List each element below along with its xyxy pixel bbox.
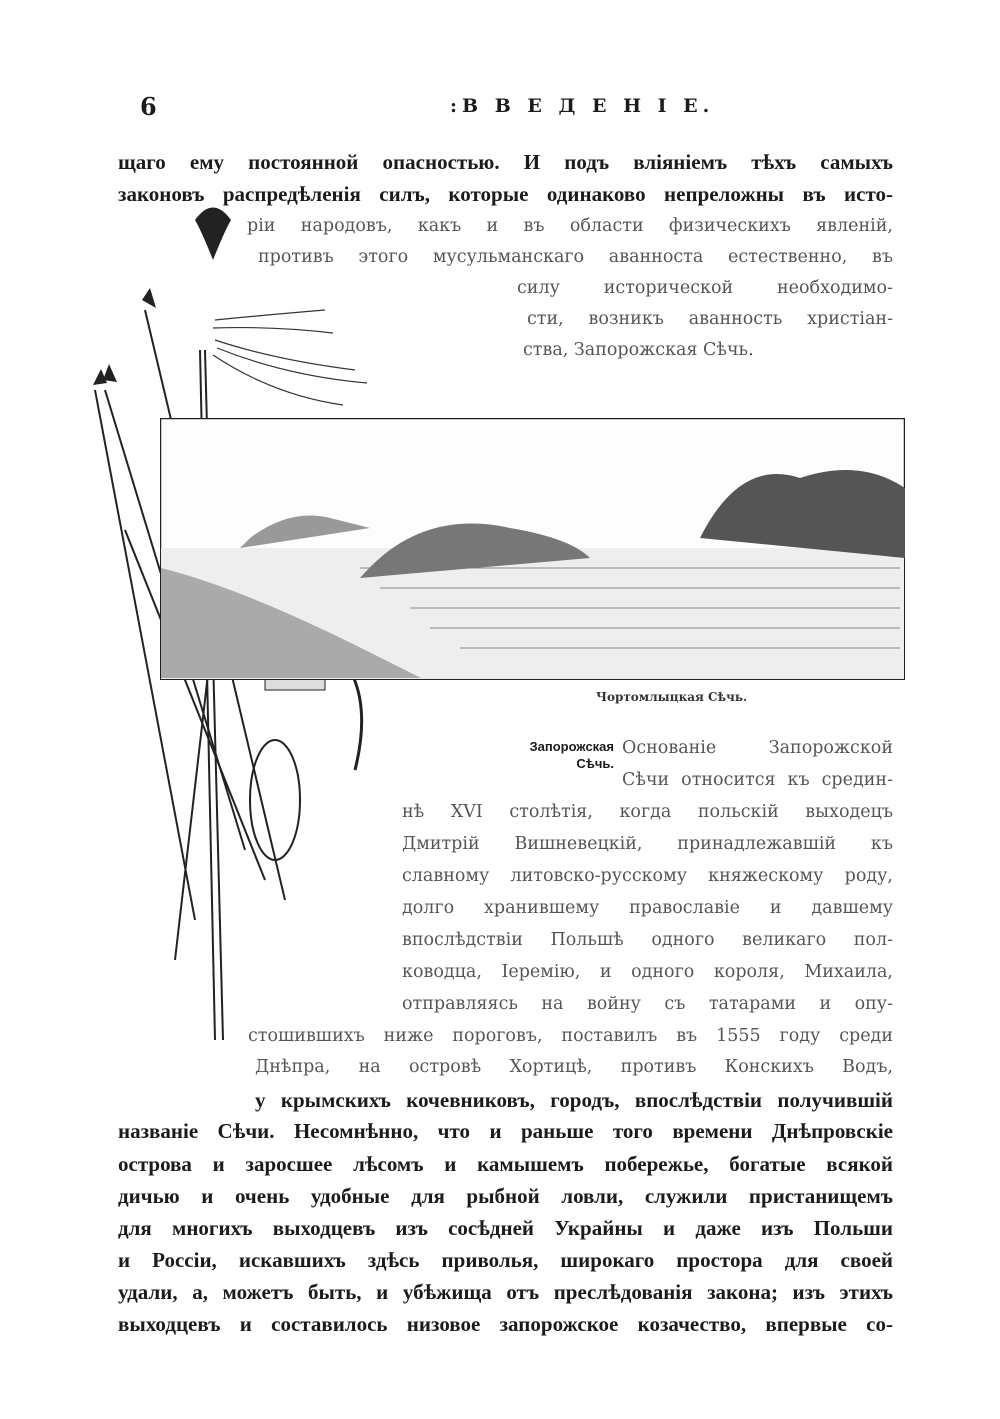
- text-line: Дмитрій Вишневецкій, принадлежавшій къ: [402, 834, 893, 854]
- page-number: 6: [140, 92, 157, 121]
- margin-note-line: Запорожская: [529, 739, 614, 754]
- text-line: законовъ распредѣленія силъ, которые одинаково непреложны въ исто-: [118, 182, 893, 206]
- text-line: ства, Запорожская Сѣчь.: [523, 340, 754, 360]
- margin-note: [508, 738, 614, 772]
- text-line: и Россіи, искавшихъ здѣсь приволья, широкаго простора для своей: [118, 1248, 893, 1272]
- text-line: щаго ему постоянной опасностью. И подъ вліяніемъ тѣхъ самыхъ: [118, 150, 893, 174]
- text-line: ріи народовъ, какъ и въ области физическихъ явленій,: [247, 216, 893, 236]
- text-line: отправляясь на войну съ татарами и опу-: [402, 994, 893, 1014]
- text-line: Днѣпра, на островѣ Хортицѣ, противъ Конскихъ Водъ,: [255, 1057, 893, 1077]
- text-line: впослѣдствіи Польшѣ одного великаго пол-: [402, 930, 893, 950]
- text-line: нѣ XVI столѣтія, когда польскій выходецъ: [402, 802, 893, 822]
- text-line: стошившихъ ниже пороговъ, поставилъ въ 1555 году среди: [248, 1026, 893, 1046]
- text-line: долго хранившему православіе и давшему: [402, 898, 893, 918]
- text-line: противъ этого мусульманскаго аванноста естественно, въ: [258, 247, 893, 267]
- text-line: ководца, Іеремію, и одного короля, Михаила,: [402, 962, 893, 982]
- text-line: славному литовско-русскому княжескому роду,: [402, 866, 893, 886]
- text-line: дичью и очень удобные для рыбной ловли, служили пристанищемъ: [118, 1184, 893, 1208]
- text-line: для многихъ выходцевъ изъ сосѣдней Украйны и даже изъ Польши: [118, 1216, 893, 1240]
- landscape-illustration: [160, 418, 905, 680]
- text-line: названіе Сѣчи. Несомнѣнно, что и раньше того времени Днѣпровскіе: [118, 1119, 893, 1143]
- text-line: острова и заросшее лѣсомъ и камышемъ побережье, богатые всякой: [118, 1152, 893, 1176]
- text-line: удали, а, можетъ быть, и убѣжища отъ преслѣдованія закона; изъ этихъ: [118, 1280, 893, 1304]
- figure-caption: Чортомлыцкая Сѣчь.: [596, 690, 748, 704]
- running-title: :В В Е Д Е Н І Е.: [450, 95, 715, 117]
- text-line: у крымскихъ кочевниковъ, городъ, впослѣдствіи получившій: [255, 1088, 893, 1112]
- text-line: Основаніе Запорожской: [622, 738, 893, 758]
- text-line: выходцевъ и составилось низовое запорожское козачество, впервые со-: [118, 1312, 893, 1336]
- text-line: силу исторической необходимо-: [517, 278, 893, 298]
- text-line: Сѣчи относится къ средин-: [622, 770, 893, 790]
- margin-note-line: Сѣчь.: [576, 756, 614, 771]
- text-line: сти, возникъ аванность христіан-: [527, 309, 893, 329]
